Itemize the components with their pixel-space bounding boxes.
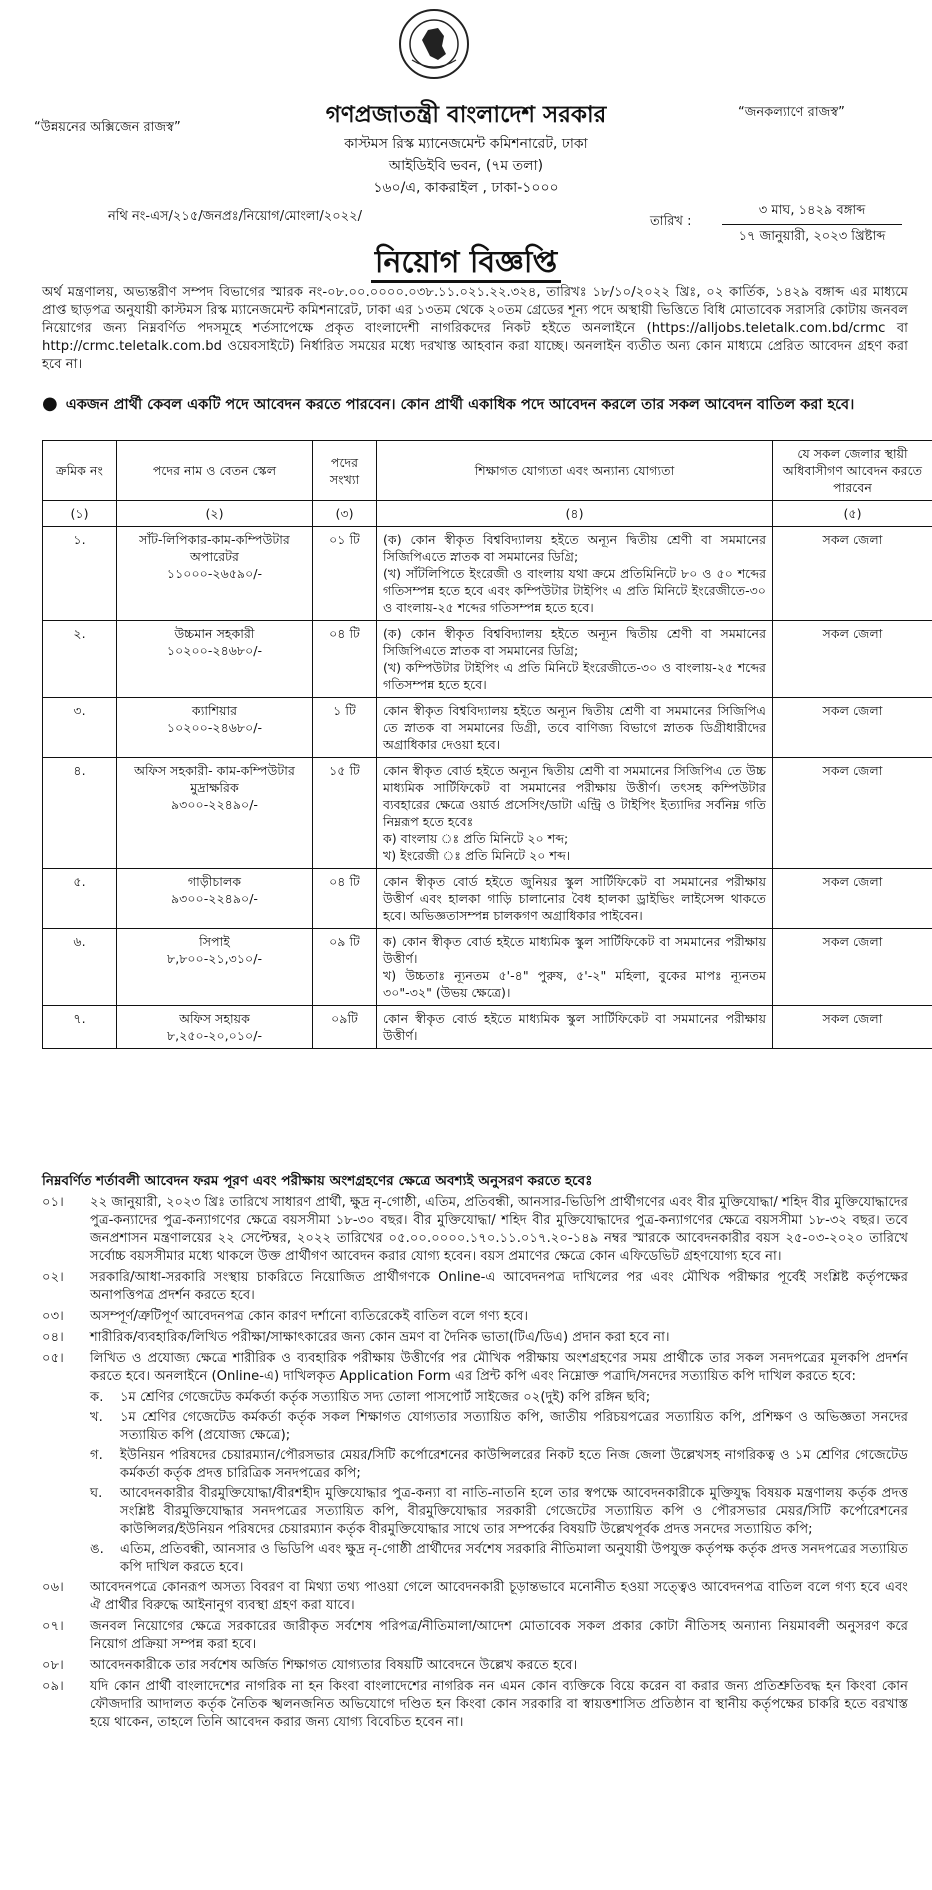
post-count: ১ টি bbox=[313, 698, 377, 758]
date-bangla: ৩ মাঘ, ১৪২৯ বঙ্গাব্দ bbox=[722, 201, 902, 225]
condition-item bbox=[42, 1308, 908, 1326]
post-count: ০৯টি bbox=[313, 1006, 377, 1049]
qualification-cell bbox=[377, 527, 773, 621]
qualification-item: কোন স্বীকৃত বোর্ড হইতে জুনিয়র স্কুল সার্টিফিকেট বা সমমানের পরীক্ষায় উত্তীর্ণ এবং হালকা গাড়ি চালানোর বৈধ হালকা ড্রাইভিং লাইসেন্স থাকতে হবে। অভিজ্ঞতাসম্পন্ন চালকগণ অগ্রাধিকার পাইবেন। bbox=[383, 874, 766, 923]
post-serial: ৫. bbox=[43, 869, 117, 929]
qualification-item: (খ) কম্পিউটার টাইপিং এ প্রতি মিনিটে ইংরেজীতে-৩০ ও বাংলায়-২৫ শব্দের গতিসম্পন্ন হতে হবে। bbox=[383, 660, 766, 692]
col-number: (৫) bbox=[773, 501, 932, 527]
col-number: (১) bbox=[43, 501, 117, 527]
table-row bbox=[43, 527, 932, 621]
table-row bbox=[43, 1006, 932, 1049]
post-serial: ৩. bbox=[43, 698, 117, 758]
eligible-districts: সকল জেলা bbox=[773, 698, 932, 758]
condition-text: লিখিত ও প্রযোজ্য ক্ষেত্রে শারীরিক ও ব্যবহারিক পরীক্ষায় উত্তীর্ণের পর মৌখিক পরীক্ষায় অংশগ্রহণের সময় প্রার্থীকে তার সকল সনদপত্রের মূলকপি প্রদর্শন করতে হবে। অনলাইনে (Online-এ) দাখিলকৃত Application Form এর প্রিন্ট কপি এবং নিম্নোক্ত পত্রাদি/সনদের সত্যায়িত কপি দাখিল করতে হবে: bbox=[90, 1351, 908, 1384]
condition-item bbox=[42, 1618, 908, 1654]
condition-number: ০৩। bbox=[42, 1309, 64, 1324]
qualification-item: ক) কোন স্বীকৃত বোর্ড হইতে মাধ্যমিক স্কুল সার্টিফিকেট বা সমমানের পরীক্ষায় উত্তীর্ণ। bbox=[383, 934, 766, 966]
condition-number: ০৯। bbox=[42, 1679, 64, 1694]
document-label: ঘ. bbox=[90, 1486, 103, 1501]
document-label: ঙ. bbox=[90, 1542, 104, 1557]
post-count: ০৪ টি bbox=[313, 869, 377, 929]
eligible-districts: সকল জেলা bbox=[773, 621, 932, 698]
eligible-districts: সকল জেলা bbox=[773, 869, 932, 929]
document-text: ইউনিয়ন পরিষদের চেয়ারম্যান/পৌরসভার মেয়র/সিটি কর্পোরেশনের কাউন্সিলরের নিকট হতে নিজ জেলা উল্লেখসহ নাগরিকত্ব ও ১ম শ্রেণির গেজেটেড কর্মকর্তা কর্তৃক প্রদত্ত চারিত্রিক সনদপত্রের কপি; bbox=[120, 1448, 908, 1481]
qualification-cell bbox=[377, 1006, 773, 1049]
document-label: গ. bbox=[90, 1448, 103, 1463]
condition-text: যদি কোন প্রার্থী বাংলাদেশের নাগরিক না হন কিংবা বাংলাদেশের নাগরিক নন এমন কোন ব্যক্তিকে বিয়ে করেন বা করার জন্য প্রতিশ্রুতিবদ্ধ হন কিংবা কোন ফৌজদারি আদালত কর্তৃক নৈতিক স্খলনজনিত অভিযোগে দণ্ডিত হন কিংবা কোন সরকারি বা স্বায়ত্তশাসিত প্রতিষ্ঠান বা স্থানীয় কর্তৃপক্ষের চাকরি হতে বরখাস্ত হয়ে থাকেন, তাহলে তিনি আবেদন করার জন্য যোগ্য বিবেচিত হবেন না। bbox=[90, 1679, 908, 1730]
table-header-row bbox=[43, 441, 932, 501]
motto-left: “উন্নয়নের অক্সিজেন রাজস্ব” bbox=[34, 120, 181, 135]
post-serial: ৪. bbox=[43, 758, 117, 869]
qualification-item: ক) বাংলায় ঃ প্রতি মিনিটে ২০ শব্দ; bbox=[383, 831, 569, 846]
document-list bbox=[90, 1389, 908, 1577]
post-name-cell bbox=[117, 527, 313, 621]
conditions-section bbox=[42, 1172, 908, 1735]
post-name: ক্যাশিয়ার bbox=[191, 703, 238, 718]
post-count: ১৫ টি bbox=[313, 758, 377, 869]
qualification-cell bbox=[377, 621, 773, 698]
condition-item bbox=[42, 1579, 908, 1615]
qualification-item: (ক) কোন স্বীকৃত বিশ্ববিদ্যালয় হইতে অন্যূন দ্বিতীয় শ্রেণী বা সমমানের সিজিপিএতে স্নাতক বা সমমানের ডিগ্রি; bbox=[383, 532, 766, 564]
post-count: ০৯ টি bbox=[313, 929, 377, 1006]
document-text: ১ম শ্রেণির গেজেটেড কর্মকর্তা কর্তৃক সত্যায়িত সদ্য তোলা পাসপোর্ট সাইজের ০২(দুই) কপি রঙ্গিন ছবি; bbox=[120, 1390, 651, 1405]
qualification-item: খ) উচ্চতাঃ ন্যূনতম ৫'-৪" পুরুষ, ৫'-২" মহিলা, বুকের মাপঃ ন্যূনতম ৩০"-৩২" (উভয় ক্ষেত্রে)। bbox=[383, 968, 766, 1000]
post-name-cell bbox=[117, 621, 313, 698]
condition-text: আবেদনকারীকে তার সর্বশেষ অর্জিত শিক্ষাগত যোগ্যতার বিষয়টি আবেদনে উল্লেখ করতে হবে। bbox=[90, 1658, 578, 1673]
document-label: ক. bbox=[90, 1390, 104, 1405]
eligible-districts: সকল জেলা bbox=[773, 1006, 932, 1049]
condition-number: ০৬। bbox=[42, 1580, 64, 1595]
post-name: অফিস সহকারী- কাম-কম্পিউটার মুদ্রাক্ষরিক bbox=[134, 763, 295, 795]
condition-text: জনবল নিয়োগের ক্ষেত্রে সরকারের জারীকৃত সর্বশেষ পরিপত্র/নীতিমালা/আদেশ মোতাবেক সকল প্রকার কোটা নীতিসহ অন্যান্য নিয়মাবলী অনুসরণ করে নিয়োগ প্রক্রিয়া সম্পন্ন করা হবে। bbox=[90, 1619, 908, 1652]
qualification-item: (খ) সাঁটলিপিতে ইংরেজী ও বাংলায় যথা ক্রমে প্রতিমিনিটে ৮০ ও ৫০ শব্দের গতিসম্পন্ন হতে হবে এবং কম্পিউটার টাইপিং এ প্রতি মিনিটে ইংরেজীতে-৩০ ও বাংলায়-২৫ শব্দের গতিসম্পন্ন হতে হবে। bbox=[383, 566, 766, 615]
header-post-name: পদের নাম ও বেতন স্কেল bbox=[117, 441, 313, 501]
table-row bbox=[43, 698, 932, 758]
document-list-item bbox=[90, 1541, 908, 1577]
condition-number: ০২। bbox=[42, 1270, 64, 1285]
document-list-item bbox=[90, 1447, 908, 1483]
col-number: (৩) bbox=[313, 501, 377, 527]
table-row bbox=[43, 621, 932, 698]
post-name: সিপাই bbox=[199, 934, 230, 949]
pay-scale: ৯৩০০-২২৪৯০/- bbox=[171, 891, 258, 906]
condition-number: ০৪। bbox=[42, 1330, 64, 1345]
office-building: আইডিইবি ভবন, (৭ম তলা) bbox=[388, 158, 544, 174]
document-text: ১ম শ্রেণির গেজেটেড কর্মকর্তা কর্তৃক সকল শিক্ষাগত যোগ্যতার সত্যায়িত কপি, জাতীয় পরিচয়পত্রের সত্যায়িত কপি, প্রশিক্ষণ ও অভিজ্ঞতা সনদের সত্যায়িত কপি (প্রযোজ্য ক্ষেত্রে); bbox=[120, 1410, 908, 1443]
posts-table bbox=[42, 440, 932, 1049]
post-name-cell bbox=[117, 758, 313, 869]
condition-number: ০১। bbox=[42, 1195, 64, 1210]
qualification-cell bbox=[377, 698, 773, 758]
pay-scale: ১০২০০-২৪৬৮০/- bbox=[166, 643, 263, 658]
motto-right: “জনকল্যাণে রাজস্ব” bbox=[738, 105, 845, 120]
posts-table-body bbox=[43, 527, 932, 1049]
condition-number: ০৭। bbox=[42, 1619, 64, 1634]
qualification-cell bbox=[377, 758, 773, 869]
header-post-count: পদের সংখ্যা bbox=[313, 441, 377, 501]
post-name: গাড়ীচালক bbox=[187, 874, 242, 889]
condition-item bbox=[42, 1269, 908, 1305]
col-number: (৪) bbox=[377, 501, 773, 527]
condition-number: ০৫। bbox=[42, 1351, 64, 1366]
condition-text: সরকারি/আধা-সরকারি সংস্থায় চাকরিতে নিয়োজিত প্রার্থীগণকে Online-এ আবেদনপত্র দাখিলের পর এবং মৌখিক পরীক্ষার পূর্বেই সংশ্লিষ্ট কর্তৃপক্ষের অনাপত্তিপত্র প্রদর্শন করতে হবে। bbox=[90, 1270, 908, 1303]
condition-item bbox=[42, 1194, 908, 1266]
condition-text: অসম্পূর্ণ/ত্রুটিপূর্ণ আবেদনপত্র কোন কারণ দর্শানো ব্যতিরেকেই বাতিল বলে গণ্য হবে। bbox=[90, 1309, 529, 1324]
post-serial: ১. bbox=[43, 527, 117, 621]
condition-item bbox=[42, 1329, 908, 1347]
condition-item bbox=[42, 1678, 908, 1732]
eligible-districts: সকল জেলা bbox=[773, 527, 932, 621]
post-name: অফিস সহায়ক bbox=[179, 1011, 250, 1026]
table-row bbox=[43, 869, 932, 929]
date-english: ১৭ জানুয়ারী, ২০২৩ খ্রিষ্টাব্দ bbox=[738, 229, 886, 244]
qualification-item: (ক) কোন স্বীকৃত বিশ্ববিদ্যালয় হইতে অন্যূন দ্বিতীয় শ্রেণী বা সমমানের সিজিপিএতে স্নাতক বা সমমানের ডিগ্রি; bbox=[383, 626, 766, 658]
eligible-districts: সকল জেলা bbox=[773, 929, 932, 1006]
intro-paragraph: অর্থ মন্ত্রণালয়, অভ্যন্তরীণ সম্পদ বিভাগের স্মারক নং-০৮.০০.০০০০.০৩৮.১১.০২১.২২.৩২৪, তারিখঃ ১৮/১০/২০২২ খ্রিঃ, ০২ কার্তিক, ১৪২৯ বঙ্গাব্দ এর মাধ্যমে প্রাপ্ত ছাড়পত্র অনুযায়ী কাস্টমস রিস্ক ম্যানেজমেন্ট কমিশনারেট, ঢাকা এর ১৩তম থেকে ২০তম গ্রেডের শূন্য পদে অস্থায়ী ভিত্তিতে বিধি মোতাবেক সরাসরি কোটায় জনবল নিয়োগের জন্য নিম্নবর্ণিত পদসমূহে শর্তসাপেক্ষে প্রকৃত বাংলাদেশী নাগরিকদের নিকট হইতে অনলাইনে (https://alljobs.teletalk.com.bd/crmc বা http://crmc.teletalk.com.bd ওয়েবসাইটে) নির্ধারিত সময়ের মধ্যে দরখাস্ত আহবান করা যাচ্ছে। অনলাইন ব্যতীত অন্য কোন মাধ্যমে প্রেরিত আবেদন গ্রহণ করা হবে না। bbox=[42, 285, 908, 372]
table-column-number-row bbox=[43, 501, 932, 527]
table-row bbox=[43, 929, 932, 1006]
post-serial: ৬. bbox=[43, 929, 117, 1006]
condition-number: ০৮। bbox=[42, 1658, 64, 1673]
pay-scale: ১০২০০-২৪৬৮০/- bbox=[166, 720, 263, 735]
condition-text: শারীরিক/ব্যবহারিক/লিখিত পরীক্ষা/সাক্ষাৎকারের জন্য কোন ভ্রমণ বা দৈনিক ভাতা(টিএ/ডিএ) প্রদান করা হবে না। bbox=[90, 1330, 670, 1345]
post-name-cell bbox=[117, 698, 313, 758]
document-text: এতিম, প্রতিবন্ধী, আনসার ও ভিডিপি এবং ক্ষুদ্র নৃ-গোষ্ঠী প্রার্থীদের সর্বশেষ সরকারি নীতিমালা অনুযায়ী উপযুক্ত কর্তৃপক্ষ কর্তৃক প্রদত্ত সনদপত্রের সত্যায়িত কপি দাখিল করতে হবে। bbox=[120, 1542, 908, 1575]
post-serial: ৭. bbox=[43, 1006, 117, 1049]
qualification-item: কোন স্বীকৃত বিশ্ববিদ্যালয় হইতে অন্যূন দ্বিতীয় শ্রেণী বা সমমানের সিজিপিএ তে স্নাতক বা সমমানের ডিগ্রী, তবে বাণিজ্য বিভাগে স্নাতক ডিগ্রীধারীদের অগ্রাধিকার দেওয়া হবে। bbox=[383, 703, 766, 752]
post-name-cell bbox=[117, 869, 313, 929]
pay-scale: ৮,৮০০-২১,৩১০/- bbox=[167, 951, 262, 966]
date-label: তারিখ : bbox=[650, 214, 692, 229]
office-address: ১৬০/এ, কাকরাইল , ঢাকা-১০০০ bbox=[373, 180, 559, 196]
document-label: খ. bbox=[90, 1410, 103, 1425]
memo-number: নথি নং-এস/২১৫/জনপ্রঃ/নিয়োগ/মোংলা/২০২২/ bbox=[108, 209, 362, 224]
government-title: গণপ্রজাতন্ত্রী বাংলাদেশ সরকার bbox=[325, 102, 607, 128]
post-name-cell bbox=[117, 929, 313, 1006]
qualification-item: কোন স্বীকৃত বোর্ড হইতে অন্যূন দ্বিতীয় শ্রেণী বা সমমানের সিজিপিএ তে উচ্চ মাধ্যমিক সার্টিফিকেট বা সমমানের পরীক্ষায় উত্তীর্ণ। তৎসহ কম্পিউটার ব্যবহারের ক্ষেত্রে ওয়ার্ড প্রসেসিং/ডাটা এন্ট্রি ও টাইপিং ইত্যাদির সর্বনিম্ন গতি নিম্নরূপ হতে হবেঃ bbox=[383, 763, 766, 829]
col-number: (২) bbox=[117, 501, 313, 527]
condition-text: ২২ জানুয়ারী, ২০২৩ খ্রিঃ তারিখে সাধারণ প্রার্থী, ক্ষুদ্র নৃ-গোষ্ঠী, এতিম, প্রতিবন্ধী, আনসার-ভিডিপি প্রার্থীগণের এবং বীর মুক্তিযোদ্ধা/ শহিদ বীর মুক্তিযোদ্ধাদের পুত্র-কন্যাদের পুত্র-কন্যাগণের ক্ষেত্রে বয়সসীমা ১৮-৩০ বছর। বীর মুক্তিযোদ্ধা/ শহিদ বীর মুক্তিযোদ্ধাদের পুত্র-কন্যাগণের ক্ষেত্রে বয়সসীমা ১৮-৩২ বছর। তবে জনপ্রশাসন মন্ত্রণালয়ের ২২ সেপ্টেম্বর, ২০২২ তারিখের ০৫.০০.০০০০.১৭০.১১.০১৭.২০-১৪৯ নম্বর স্মারকে আবেদনকারীর বয়স ২৫-০৩-২০২০ তারিখে সর্বোচ্চ বয়সসীমার মধ্যে থাকলে উক্ত প্রার্থীগণ আবেদন করার যোগ্য হবেন। বয়স প্রমাণের ক্ষেত্রে কোন এফিডেভিট গ্রহণযোগ্য হবে না। bbox=[90, 1195, 908, 1264]
condition-item bbox=[42, 1657, 908, 1675]
document-list-item bbox=[90, 1485, 908, 1539]
post-name: সাঁট-লিপিকার-কাম-কম্পিউটার অপারেটর bbox=[139, 532, 290, 564]
qualification-cell bbox=[377, 869, 773, 929]
bullet-icon: ● bbox=[42, 393, 58, 414]
notice-title: নিয়োগ বিজ্ঞপ্তি bbox=[0, 238, 932, 289]
document-list-item bbox=[90, 1389, 908, 1407]
header-serial: ক্রমিক নং bbox=[43, 441, 117, 501]
pay-scale: ১১০০০-২৬৫৯০/- bbox=[166, 566, 263, 581]
pay-scale: ৯৩০০-২২৪৯০/- bbox=[171, 797, 258, 812]
conditions-list bbox=[42, 1194, 908, 1732]
header-qualification: শিক্ষাগত যোগ্যতা এবং অন্যান্য যোগ্যতা bbox=[377, 441, 773, 501]
table-row bbox=[43, 758, 932, 869]
document-list-item bbox=[90, 1409, 908, 1445]
post-serial: ২. bbox=[43, 621, 117, 698]
one-post-rule: ● একজন প্রার্থী কেবল একটি পদে আবেদন করতে পারবেন। কোন প্রার্থী একাধিক পদে আবেদন করলে তার সকল আবেদন বাতিল করা হবে। bbox=[42, 393, 855, 414]
qualification-item: খ) ইংরেজী ঃ প্রতি মিনিটে ২০ শব্দ। bbox=[383, 848, 571, 863]
eligible-districts: সকল জেলা bbox=[773, 758, 932, 869]
office-name: কাস্টমস রিস্ক ম্যানেজমেন্ট কমিশনারেট, ঢাকা bbox=[344, 136, 588, 152]
header-district: যে সকল জেলার স্থায়ী অধিবাসীগণ আবেদন করতে পারবেন bbox=[773, 441, 932, 501]
document-text: আবেদনকারীর বীরমুক্তিযোদ্ধা/বীরশহীদ মুক্তিযোদ্ধার পুত্র-কন্যা বা নাতি-নাতনি হলে তার স্বপক্ষে আবেদনকারীকে মুক্তিযুদ্ধ বিষয়ক মন্ত্রণালয় কর্তৃক প্রদত্ত সংশ্লিষ্ট বীরমুক্তিযোদ্ধার সনদপত্রের সত্যায়িত কপি, বীরমুক্তিযোদ্ধার সরকারী গেজেটের সত্যায়িত কপি ও পৌরসভার মেয়র/সিটি কর্পোরেশনের কাউন্সিলর/ইউনিয়ন পরিষদের চেয়ারম্যান কর্তৃক বীরমুক্তিযোদ্ধার সাথে তার সম্পর্কের বিষয়টি উল্লেখপূর্বক প্রদত্ত সনদের সত্যায়িত কপি; bbox=[120, 1486, 908, 1537]
post-count: ০৪ টি bbox=[313, 621, 377, 698]
post-name: উচ্চমান সহকারী bbox=[174, 626, 255, 641]
post-name-cell bbox=[117, 1006, 313, 1049]
qualification-cell bbox=[377, 929, 773, 1006]
condition-text: আবেদনপত্রে কোনরূপ অসত্য বিবরণ বা মিথ্যা তথ্য পাওয়া গেলে আবেদনকারী চূড়ান্তভাবে মনোনীত হওয়া সত্ত্বেও আবেদনপত্র বাতিল বলে গণ্য হবে এবং ঐ প্রার্থীর বিরুদ্ধে আইনানুগ ব্যবস্থা গ্রহণ করা যাবে। bbox=[90, 1580, 908, 1613]
pay-scale: ৮,২৫০-২০,০১০/- bbox=[167, 1028, 262, 1043]
condition-item bbox=[42, 1350, 908, 1386]
qualification-item: কোন স্বীকৃত বোর্ড হইতে মাধ্যমিক স্কুল সার্টিফিকেট বা সমমানের পরীক্ষায় উত্তীর্ণ। bbox=[383, 1011, 766, 1043]
conditions-heading: নিম্নবর্ণিত শর্তাবলী আবেদন ফরম পূরণ এবং পরীক্ষায় অংশগ্রহণের ক্ষেত্রে অবশ্যই অনুসরণ করতে হবেঃ bbox=[42, 1173, 593, 1189]
post-count: ০১ টি bbox=[313, 527, 377, 621]
government-seal-icon bbox=[398, 8, 470, 80]
